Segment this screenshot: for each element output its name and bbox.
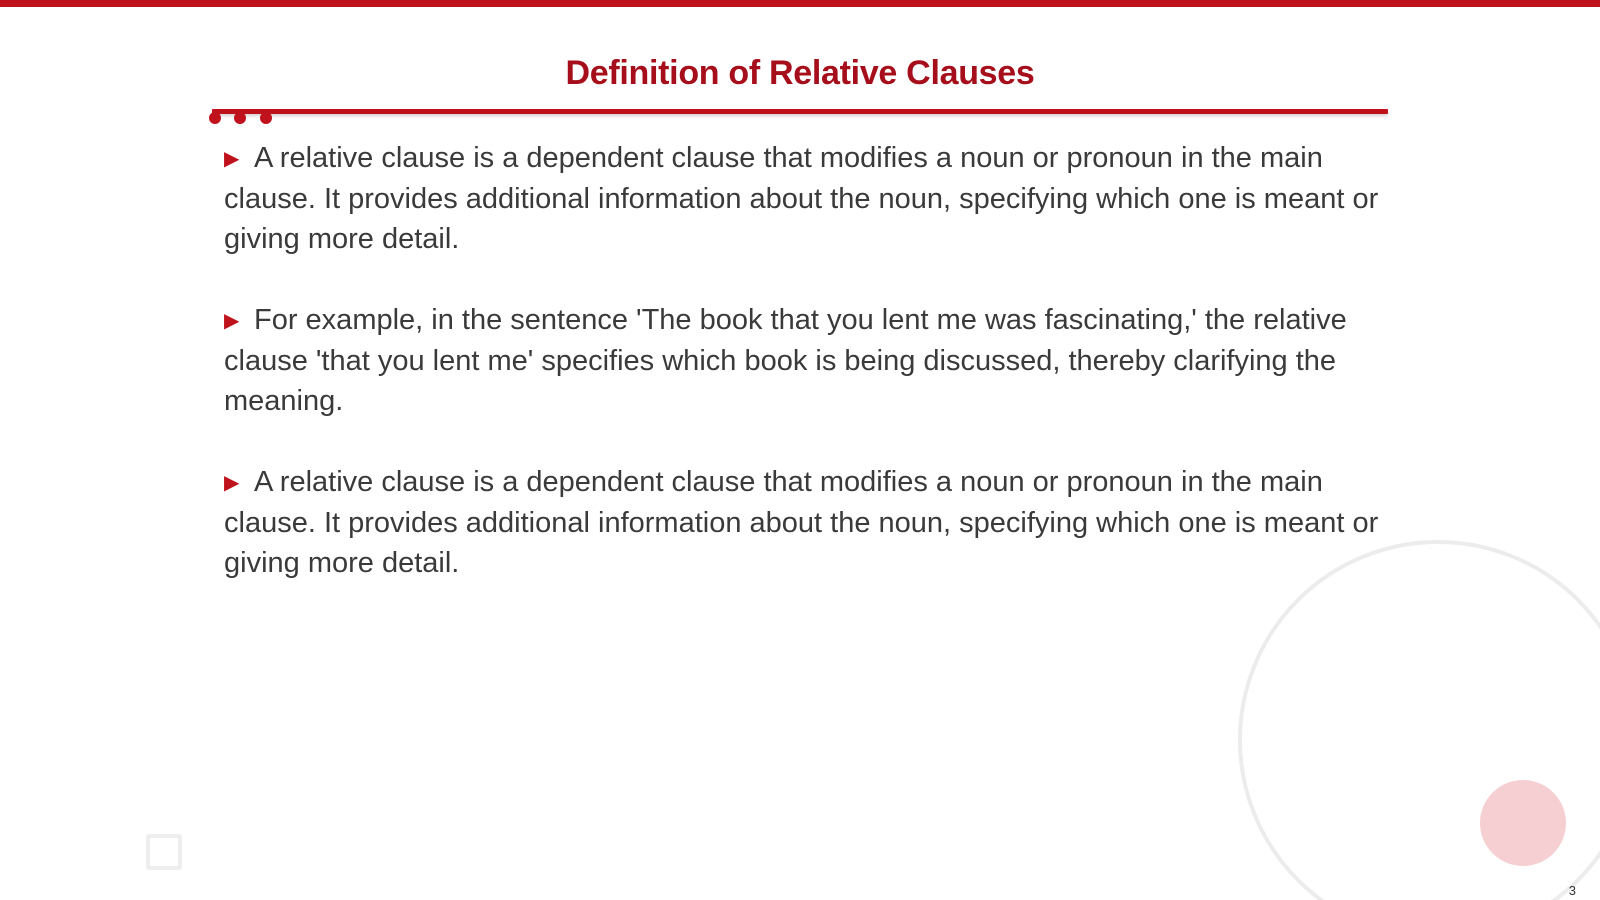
bullet-text: For example, in the sentence 'The book that you lent me was fascinating,' the relative clause 'that you lent me' specifies which book is being discussed, thereby clarifying the meaning. bbox=[224, 304, 1347, 417]
top-accent-bar bbox=[0, 0, 1600, 7]
slide-title: Definition of Relative Clauses bbox=[565, 54, 1035, 92]
decorative-dot-1 bbox=[209, 112, 221, 124]
bullet-list bbox=[224, 138, 1384, 624]
bullet-text: A relative clause is a dependent clause that modifies a noun or pronoun in the main clause. It provides additional information about the noun, specifying which one is meant or giving more detail. bbox=[224, 466, 1379, 579]
bullet-arrow-icon: ▶ bbox=[224, 148, 240, 170]
title-underline bbox=[212, 109, 1388, 114]
bullet-item-2 bbox=[224, 300, 1384, 421]
page-number: 3 bbox=[1568, 883, 1576, 898]
bullet-item-1 bbox=[224, 138, 1384, 259]
bullet-arrow-icon: ▶ bbox=[224, 310, 240, 332]
decorative-dot-2 bbox=[234, 112, 246, 124]
decorative-pink-circle bbox=[1480, 780, 1566, 866]
bullet-item-3 bbox=[224, 462, 1384, 583]
decorative-square bbox=[146, 834, 182, 870]
bullet-text: A relative clause is a dependent clause that modifies a noun or pronoun in the main clause. It provides additional information about the noun, specifying which one is meant or giving more detail. bbox=[224, 142, 1379, 255]
decorative-dot-3 bbox=[260, 112, 272, 124]
bullet-arrow-icon: ▶ bbox=[224, 472, 240, 494]
